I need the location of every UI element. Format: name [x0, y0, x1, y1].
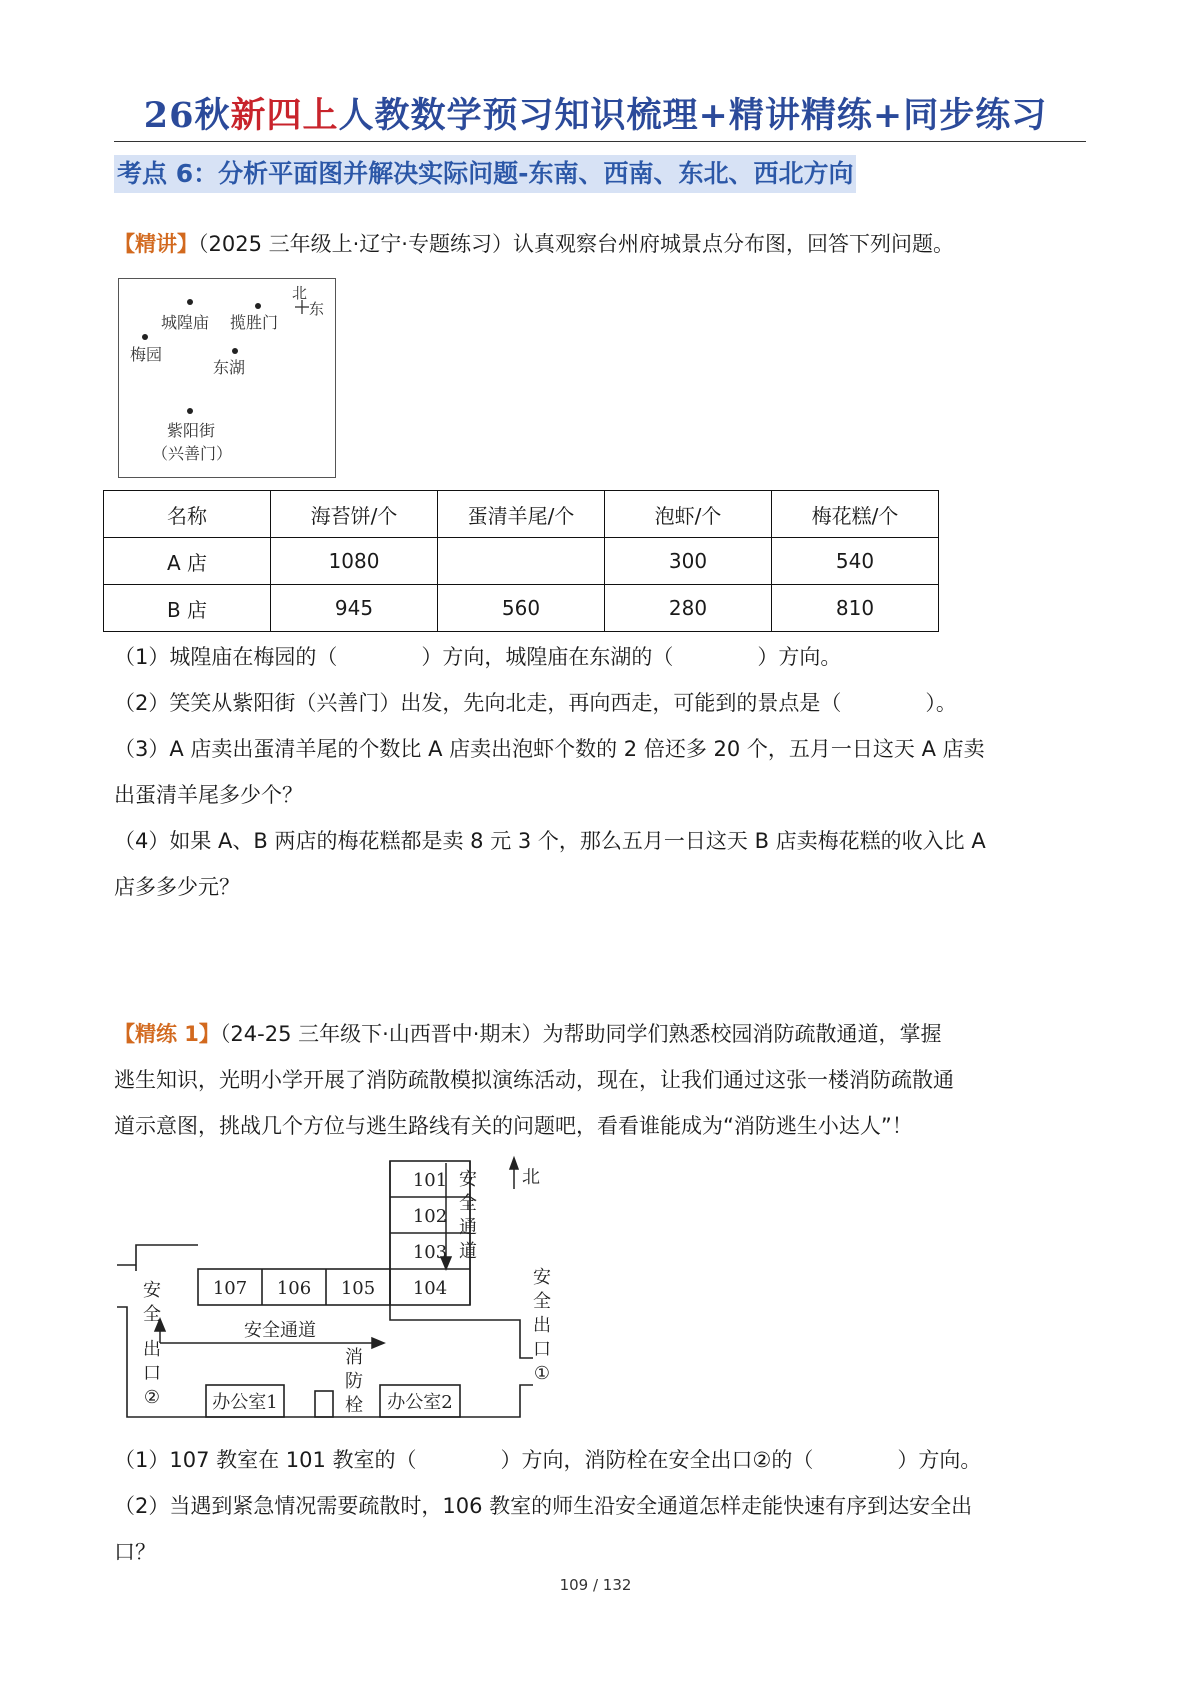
title-part: 新四上 [230, 95, 339, 136]
jingjiang-tag: 【精讲】 [114, 232, 198, 256]
question-4-line-2: 店多多少元？ [114, 875, 240, 899]
jinglian-intro-line-2: 逃生知识，光明小学开展了消防疏散模拟演练活动，现在，让我们通过这张一楼消防疏散通 [114, 1068, 954, 1092]
table-header: 梅花糕/个 [772, 491, 939, 538]
table-cell: A 店 [104, 538, 271, 585]
table-cell: 810 [772, 585, 939, 632]
question-3-line-2: 出蛋清羊尾多少个？ [114, 783, 303, 807]
room-107: 107 [212, 1278, 248, 1299]
question-3-line-1: （3）A 店卖出蛋清羊尾的个数比 A 店卖出泡虾个数的 2 倍还多 20 个，五月一日这天 A 店卖 [114, 737, 985, 761]
hydrant-char: 消 [345, 1347, 363, 1368]
office-2-label: 办公室2 [387, 1392, 453, 1413]
room-103: 103 [412, 1242, 448, 1263]
page-title [0, 88, 1191, 138]
north-arrow-icon [510, 1158, 518, 1169]
exit1-char: ① [533, 1363, 551, 1384]
map-dot [187, 299, 193, 305]
wall [136, 1245, 198, 1271]
room-104: 104 [412, 1278, 448, 1299]
table-cell: 540 [772, 538, 939, 585]
wall [117, 1307, 533, 1417]
map-dot [255, 303, 261, 309]
exit2-char: 口 [143, 1363, 161, 1384]
room-102: 102 [412, 1206, 448, 1227]
room-101: 101 [412, 1170, 448, 1191]
place-ziyangjie: 紫阳街 [167, 421, 216, 440]
table-header: 海苔饼/个 [271, 491, 438, 538]
evacuation-floor-plan [110, 1155, 580, 1425]
exit2-char: 全 [143, 1304, 161, 1325]
exit2-char: 安 [143, 1280, 161, 1301]
compass-east-label: 东 [309, 300, 325, 318]
table-cell: B 店 [104, 585, 271, 632]
exit1-char: 口 [533, 1339, 551, 1360]
jinglian-intro-line-1 [114, 1019, 941, 1049]
table-cell: 560 [438, 585, 605, 632]
channel-char: 道 [459, 1241, 477, 1262]
place-donghu: 东湖 [213, 358, 246, 377]
place-xingshanmen: （兴善门） [152, 444, 233, 463]
jinglian-text: （24-25 三年级下·山西晋中·期末）为帮助同学们熟悉校园消防疏散通道，掌握 [219, 1022, 942, 1046]
table-row [104, 538, 939, 585]
place-meiyuan: 梅园 [130, 345, 163, 364]
question-1: （1）城隍庙在梅园的（ ）方向，城隍庙在东湖的（ ）方向。 [114, 645, 842, 669]
jingjiang-intro [114, 222, 1089, 267]
compass-cross-icon [295, 300, 309, 314]
channel-char: 通 [459, 1217, 477, 1238]
jinglian-question-1: （1）107 教室在 101 教室的（ ）方向，消防栓在安全出口②的（ ）方向。 [114, 1448, 982, 1472]
jingjiang-intro-text: （2025 三年级上·辽宁·专题练习）认真观察台州府城景点分布图，回答下列问题。 [198, 232, 954, 256]
office-1-label: 办公室1 [212, 1392, 278, 1413]
arrow-head [372, 1338, 384, 1348]
table-header-row [104, 491, 939, 538]
map-dot [232, 348, 238, 354]
question-2: （2）笑笑从紫阳街（兴善门）出发，先向北走，再向西走，可能到的景点是（ ）。 [114, 691, 957, 715]
room-106: 106 [276, 1278, 312, 1299]
sales-table [103, 490, 939, 632]
north-label: 北 [522, 1167, 540, 1188]
place-lanshengmen: 揽胜门 [230, 313, 279, 332]
title-part: 人教 [338, 95, 411, 136]
jinglian-question-2-line-2: 口？ [114, 1540, 156, 1564]
channel-horizontal-label: 安全通道 [244, 1320, 316, 1341]
table-header: 蛋清羊尾/个 [438, 491, 605, 538]
title-part: 数学预习知识梳理+精讲精练+同步练习 [410, 95, 1048, 136]
title-divider [114, 141, 1086, 142]
table-cell: 300 [605, 538, 772, 585]
question-4-line-1: （4）如果 A、B 两店的梅花糕都是卖 8 元 3 个，那么五月一日这天 B 店卖梅花糕的收入比 A [114, 829, 986, 853]
map-dot [142, 334, 148, 340]
fire-hydrant [315, 1391, 333, 1417]
exit1-char: 全 [533, 1291, 551, 1312]
exit2-char: 出 [143, 1339, 161, 1360]
table-cell: 1080 [271, 538, 438, 585]
map-dot [187, 408, 193, 414]
table-cell: 945 [271, 585, 438, 632]
channel-char: 安 [459, 1169, 477, 1190]
room-105: 105 [340, 1278, 376, 1299]
section-heading: 考点 6：分析平面图并解决实际问题-东南、西南、东北、西北方向 [114, 155, 856, 193]
compass-north-label: 北 [292, 284, 308, 302]
page-number: 109 / 132 [559, 1576, 632, 1594]
jinglian-intro-line-3: 道示意图，挑战几个方位与逃生路线有关的问题吧，看看谁能成为“消防逃生小达人”！ [114, 1114, 913, 1138]
hydrant-char: 防 [345, 1371, 363, 1392]
title-part: 26秋 [143, 95, 231, 136]
channel-char: 全 [459, 1193, 477, 1214]
table-header: 泡虾/个 [605, 491, 772, 538]
table-cell [438, 538, 605, 585]
jinglian-question-2-line-1: （2）当遇到紧急情况需要疏散时，106 教室的师生沿安全通道怎样走能快速有序到达安全出 [114, 1494, 973, 1518]
hydrant-char: 栓 [345, 1395, 363, 1416]
table-header: 名称 [104, 491, 271, 538]
table-row [104, 585, 939, 632]
exit1-char: 安 [533, 1267, 551, 1288]
jinglian-tag: 【精练 1】 [114, 1022, 220, 1046]
exit1-char: 出 [533, 1315, 551, 1336]
place-chenghuangmiao: 城隍庙 [161, 313, 210, 332]
exit2-char: ② [143, 1387, 161, 1408]
table-cell: 280 [605, 585, 772, 632]
